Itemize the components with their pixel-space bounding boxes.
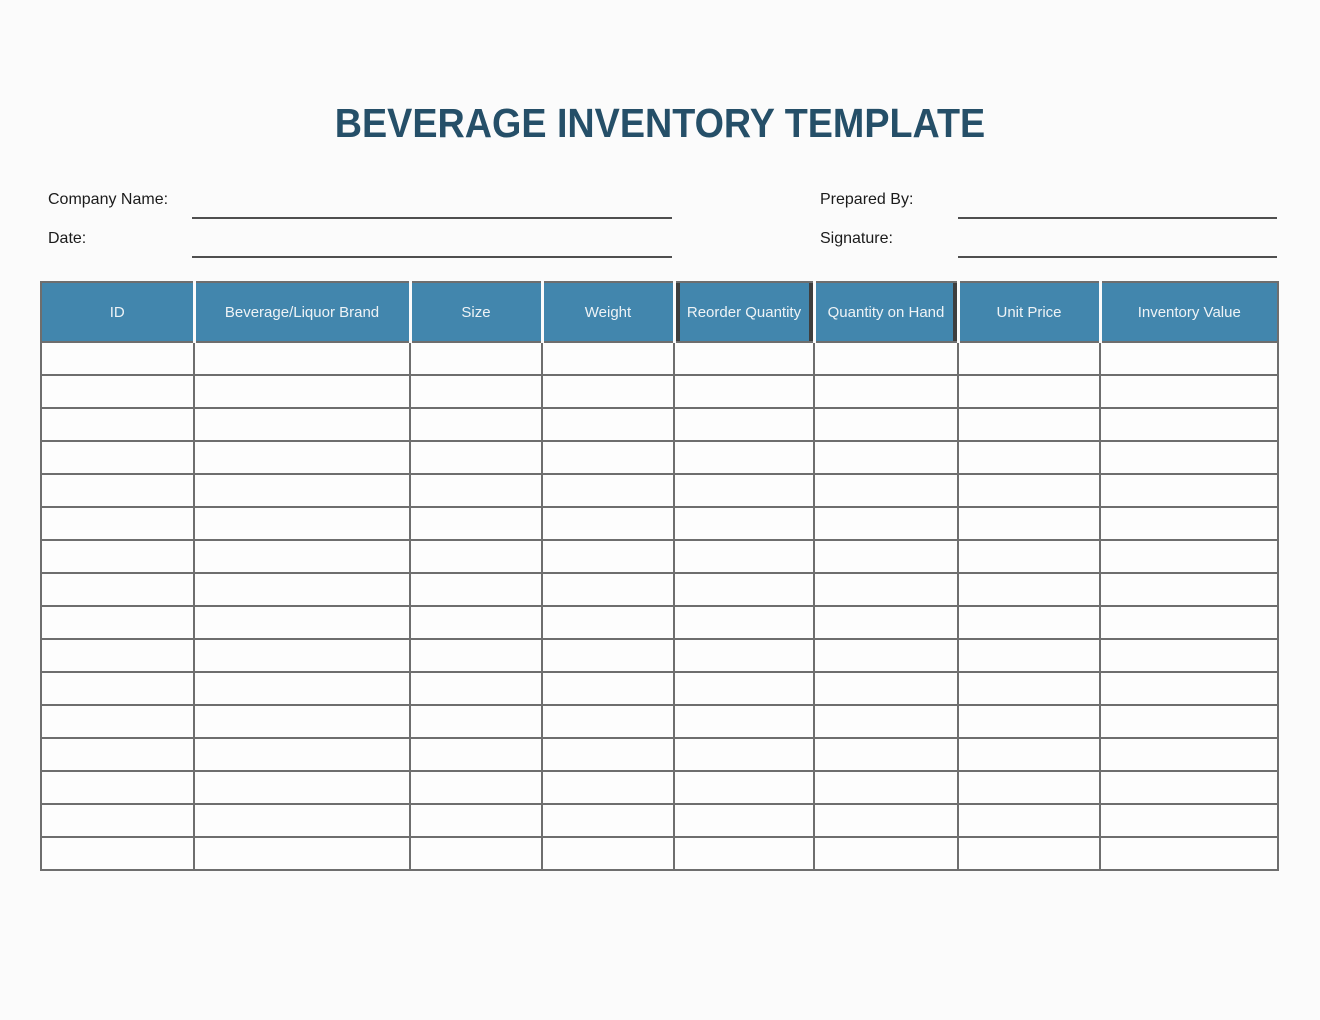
table-cell[interactable] — [958, 408, 1100, 441]
table-row — [41, 639, 1278, 672]
column-header-beverage-liquor-brand: Beverage/Liquor Brand — [194, 282, 410, 342]
table-row — [41, 540, 1278, 573]
table-cell[interactable] — [194, 804, 410, 837]
table-cell[interactable] — [542, 738, 674, 771]
table-row — [41, 705, 1278, 738]
table-cell[interactable] — [958, 837, 1100, 870]
table-cell[interactable] — [1100, 705, 1278, 738]
table-cell[interactable] — [1100, 474, 1278, 507]
date-field[interactable] — [192, 240, 672, 258]
company-name-label: Company Name: — [48, 191, 169, 208]
signature-field[interactable] — [958, 240, 1277, 258]
table-cell[interactable] — [542, 408, 674, 441]
table-cell[interactable] — [814, 705, 958, 738]
table-cell[interactable] — [814, 408, 958, 441]
table-cell[interactable] — [41, 738, 194, 771]
table-cell[interactable] — [958, 705, 1100, 738]
table-cell[interactable] — [194, 342, 410, 375]
table-row — [41, 342, 1278, 375]
table-cell[interactable] — [1100, 837, 1278, 870]
table-cell[interactable] — [958, 507, 1100, 540]
table-row — [41, 771, 1278, 804]
table-cell[interactable] — [958, 441, 1100, 474]
table-cell[interactable] — [542, 771, 674, 804]
table-cell[interactable] — [814, 375, 958, 408]
table-cell[interactable] — [1100, 408, 1278, 441]
table-cell[interactable] — [41, 474, 194, 507]
table-cell[interactable] — [410, 474, 542, 507]
table-cell[interactable] — [1100, 342, 1278, 375]
signature-label: Signature: — [820, 230, 893, 247]
table-cell[interactable] — [41, 705, 194, 738]
table-header-row — [41, 282, 1278, 342]
table-cell[interactable] — [542, 441, 674, 474]
table-cell[interactable] — [814, 441, 958, 474]
table-cell[interactable] — [674, 474, 814, 507]
table-cell[interactable] — [958, 672, 1100, 705]
table-cell[interactable] — [674, 573, 814, 606]
table-row — [41, 804, 1278, 837]
table-cell[interactable] — [814, 837, 958, 870]
table-cell[interactable] — [410, 672, 542, 705]
table-cell[interactable] — [1100, 540, 1278, 573]
table-cell[interactable] — [41, 540, 194, 573]
table-cell[interactable] — [814, 639, 958, 672]
table-cell[interactable] — [194, 672, 410, 705]
table-cell[interactable] — [674, 441, 814, 474]
table-cell[interactable] — [958, 639, 1100, 672]
column-header-id: ID — [41, 282, 194, 342]
table-cell[interactable] — [674, 408, 814, 441]
table-cell[interactable] — [1100, 507, 1278, 540]
table-cell[interactable] — [194, 507, 410, 540]
table-cell[interactable] — [958, 573, 1100, 606]
table-cell[interactable] — [41, 573, 194, 606]
column-header-inventory-value: Inventory Value — [1100, 282, 1278, 342]
table-row — [41, 573, 1278, 606]
table-cell[interactable] — [410, 606, 542, 639]
table-cell[interactable] — [674, 639, 814, 672]
table-cell[interactable] — [542, 672, 674, 705]
table-cell[interactable] — [674, 606, 814, 639]
table-cell[interactable] — [41, 606, 194, 639]
table-cell[interactable] — [674, 705, 814, 738]
table-cell[interactable] — [194, 540, 410, 573]
table-cell[interactable] — [410, 705, 542, 738]
table-cell[interactable] — [410, 408, 542, 441]
table-row — [41, 441, 1278, 474]
table-row — [41, 474, 1278, 507]
table-cell[interactable] — [958, 606, 1100, 639]
table-row — [41, 507, 1278, 540]
table-cell[interactable] — [542, 375, 674, 408]
table-cell[interactable] — [1100, 375, 1278, 408]
table-cell[interactable] — [814, 507, 958, 540]
table-cell[interactable] — [674, 837, 814, 870]
column-header-unit-price: Unit Price — [958, 282, 1100, 342]
table-cell[interactable] — [410, 771, 542, 804]
table-cell[interactable] — [814, 672, 958, 705]
table-cell[interactable] — [814, 573, 958, 606]
table-cell[interactable] — [1100, 606, 1278, 639]
table-cell[interactable] — [41, 672, 194, 705]
table-cell[interactable] — [1100, 441, 1278, 474]
table-cell[interactable] — [814, 804, 958, 837]
table-cell[interactable] — [542, 639, 674, 672]
table-cell[interactable] — [814, 540, 958, 573]
table-row — [41, 375, 1278, 408]
date-label: Date: — [48, 230, 87, 247]
table-cell[interactable] — [958, 342, 1100, 375]
table-cell[interactable] — [41, 342, 194, 375]
table-cell[interactable] — [814, 738, 958, 771]
prepared-by-field[interactable] — [958, 201, 1277, 219]
table-cell[interactable] — [410, 540, 542, 573]
table-cell[interactable] — [542, 705, 674, 738]
company-name-field[interactable] — [192, 201, 672, 219]
table-cell[interactable] — [674, 507, 814, 540]
table-cell[interactable] — [410, 375, 542, 408]
table-row — [41, 672, 1278, 705]
table-cell[interactable] — [542, 573, 674, 606]
table-cell[interactable] — [958, 738, 1100, 771]
table-cell[interactable] — [194, 771, 410, 804]
table-cell[interactable] — [41, 639, 194, 672]
table-cell[interactable] — [194, 408, 410, 441]
table-cell[interactable] — [194, 705, 410, 738]
table-cell[interactable] — [958, 540, 1100, 573]
table-cell[interactable] — [542, 804, 674, 837]
inventory-table — [40, 281, 1279, 871]
table-cell[interactable] — [814, 606, 958, 639]
table-cell[interactable] — [542, 474, 674, 507]
table-cell[interactable] — [41, 837, 194, 870]
table-cell[interactable] — [814, 474, 958, 507]
table-cell[interactable] — [410, 507, 542, 540]
table-cell[interactable] — [674, 771, 814, 804]
table-cell[interactable] — [542, 540, 674, 573]
table-row — [41, 738, 1278, 771]
table-cell[interactable] — [674, 540, 814, 573]
table-cell[interactable] — [674, 804, 814, 837]
table-cell[interactable] — [194, 441, 410, 474]
table-row — [41, 408, 1278, 441]
prepared-by-label: Prepared By: — [820, 191, 914, 208]
column-header-reorder-quantity: Reorder Quantity — [674, 282, 814, 342]
table-cell[interactable] — [958, 474, 1100, 507]
table-cell[interactable] — [410, 738, 542, 771]
table-cell[interactable] — [41, 441, 194, 474]
table-cell[interactable] — [542, 606, 674, 639]
table-cell[interactable] — [1100, 804, 1278, 837]
table-cell[interactable] — [958, 375, 1100, 408]
table-cell[interactable] — [410, 342, 542, 375]
table-cell[interactable] — [194, 474, 410, 507]
table-cell[interactable] — [674, 342, 814, 375]
table-cell[interactable] — [410, 804, 542, 837]
table-cell[interactable] — [674, 375, 814, 408]
table-cell[interactable] — [410, 639, 542, 672]
table-cell[interactable] — [674, 672, 814, 705]
table-cell[interactable] — [194, 639, 410, 672]
column-header-size: Size — [410, 282, 542, 342]
table-row — [41, 606, 1278, 639]
column-header-weight: Weight — [542, 282, 674, 342]
table-cell[interactable] — [41, 771, 194, 804]
table-cell[interactable] — [41, 408, 194, 441]
table-cell[interactable] — [41, 375, 194, 408]
table-cell[interactable] — [41, 804, 194, 837]
table-cell[interactable] — [194, 375, 410, 408]
table-cell[interactable] — [194, 837, 410, 870]
table-cell[interactable] — [542, 837, 674, 870]
table-cell[interactable] — [542, 507, 674, 540]
table-cell[interactable] — [194, 738, 410, 771]
table-cell[interactable] — [1100, 771, 1278, 804]
table-cell[interactable] — [674, 738, 814, 771]
page-title: BEVERAGE INVENTORY TEMPLATE — [334, 100, 986, 146]
table-cell[interactable] — [814, 771, 958, 804]
table-cell[interactable] — [958, 804, 1100, 837]
table-cell[interactable] — [1100, 573, 1278, 606]
table-cell[interactable] — [41, 507, 194, 540]
table-cell[interactable] — [194, 573, 410, 606]
table-cell[interactable] — [958, 771, 1100, 804]
table-cell[interactable] — [194, 606, 410, 639]
table-cell[interactable] — [1100, 639, 1278, 672]
table-cell[interactable] — [410, 573, 542, 606]
table-cell[interactable] — [1100, 738, 1278, 771]
table-cell[interactable] — [410, 837, 542, 870]
table-cell[interactable] — [542, 342, 674, 375]
table-row — [41, 837, 1278, 870]
table-cell[interactable] — [410, 441, 542, 474]
table-cell[interactable] — [1100, 672, 1278, 705]
column-header-quantity-on-hand: Quantity on Hand — [814, 282, 958, 342]
table-cell[interactable] — [814, 342, 958, 375]
